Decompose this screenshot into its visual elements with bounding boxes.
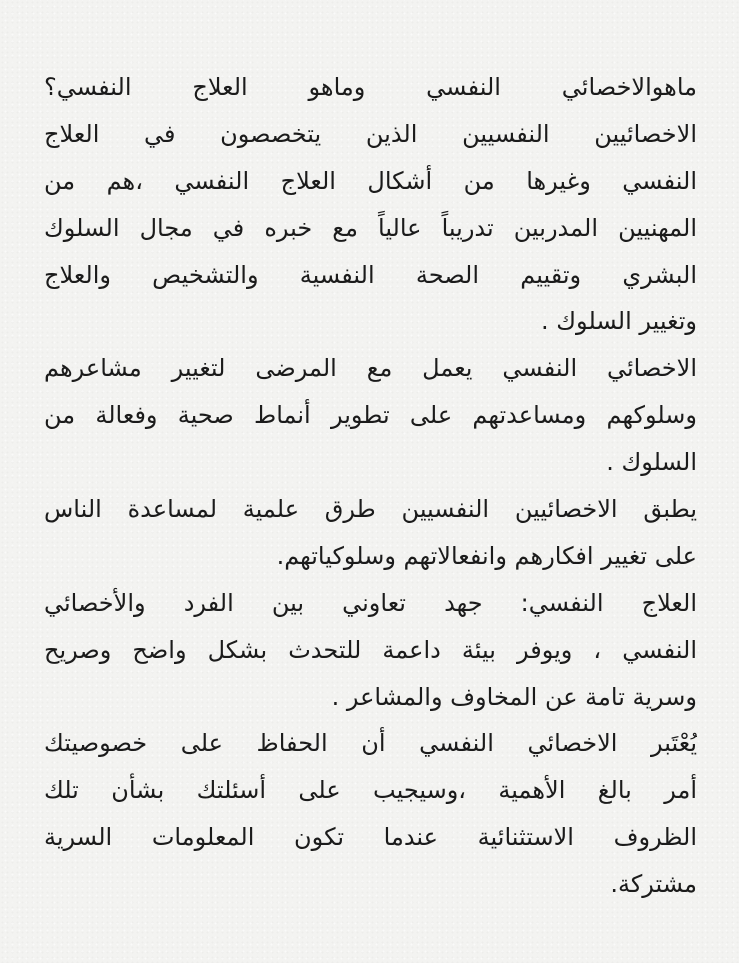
text-line: وسرية تامة عن المخاوف والمشاعر . xyxy=(331,682,697,711)
text-line: العلاج النفسي: جهد تعاوني بين الفرد والأخصائي xyxy=(44,588,697,617)
text-line: الاخصائيين النفسيين الذين يتخصصون في العلاج xyxy=(44,119,697,148)
text-line: البشري وتقييم الصحة النفسية والتشخيص والعلاج xyxy=(44,260,697,289)
text-line: الاخصائي النفسي يعمل مع المرضى لتغيير مشاعرهم xyxy=(44,354,697,383)
text-line: يُعْتَبر الاخصائي النفسي أن الحفاظ على خصوصيتك xyxy=(44,729,697,758)
text-line: المهنيين المدربين تدريباً عالياً مع خبره في مجال السلوك xyxy=(44,213,697,242)
text-line: على تغيير افكارهم وانفعالاتهم وسلوكياتهم. xyxy=(276,541,697,570)
text-line: وتغيير السلوك . xyxy=(541,307,697,336)
text-line: يطبق الاخصائيين النفسيين طرق علمية لمساعدة الناس xyxy=(44,495,697,524)
text-line: الظروف الاستثنائية عندما تكون المعلومات السرية xyxy=(44,823,697,852)
text-line: أمر بالغ الأهمية ،وسيجيب على أسئلتك بشأن تلك xyxy=(44,776,697,805)
text-line: السلوك . xyxy=(606,448,697,477)
text-line: النفسي وغيرها من أشكال العلاج النفسي ،هم من xyxy=(44,166,697,195)
text-line-title: ماهوالاخصائي النفسي وماهو العلاج النفسي؟ xyxy=(44,73,697,101)
text-line: النفسي ، ويوفر بيئة داعمة للتحدث بشكل واضح وصريح xyxy=(44,635,697,664)
text-line: وسلوكهم ومساعدتهم على تطوير أنماط صحية وفعالة من xyxy=(44,401,697,430)
text-line: مشتركة. xyxy=(610,870,697,899)
note-text xyxy=(44,64,697,944)
